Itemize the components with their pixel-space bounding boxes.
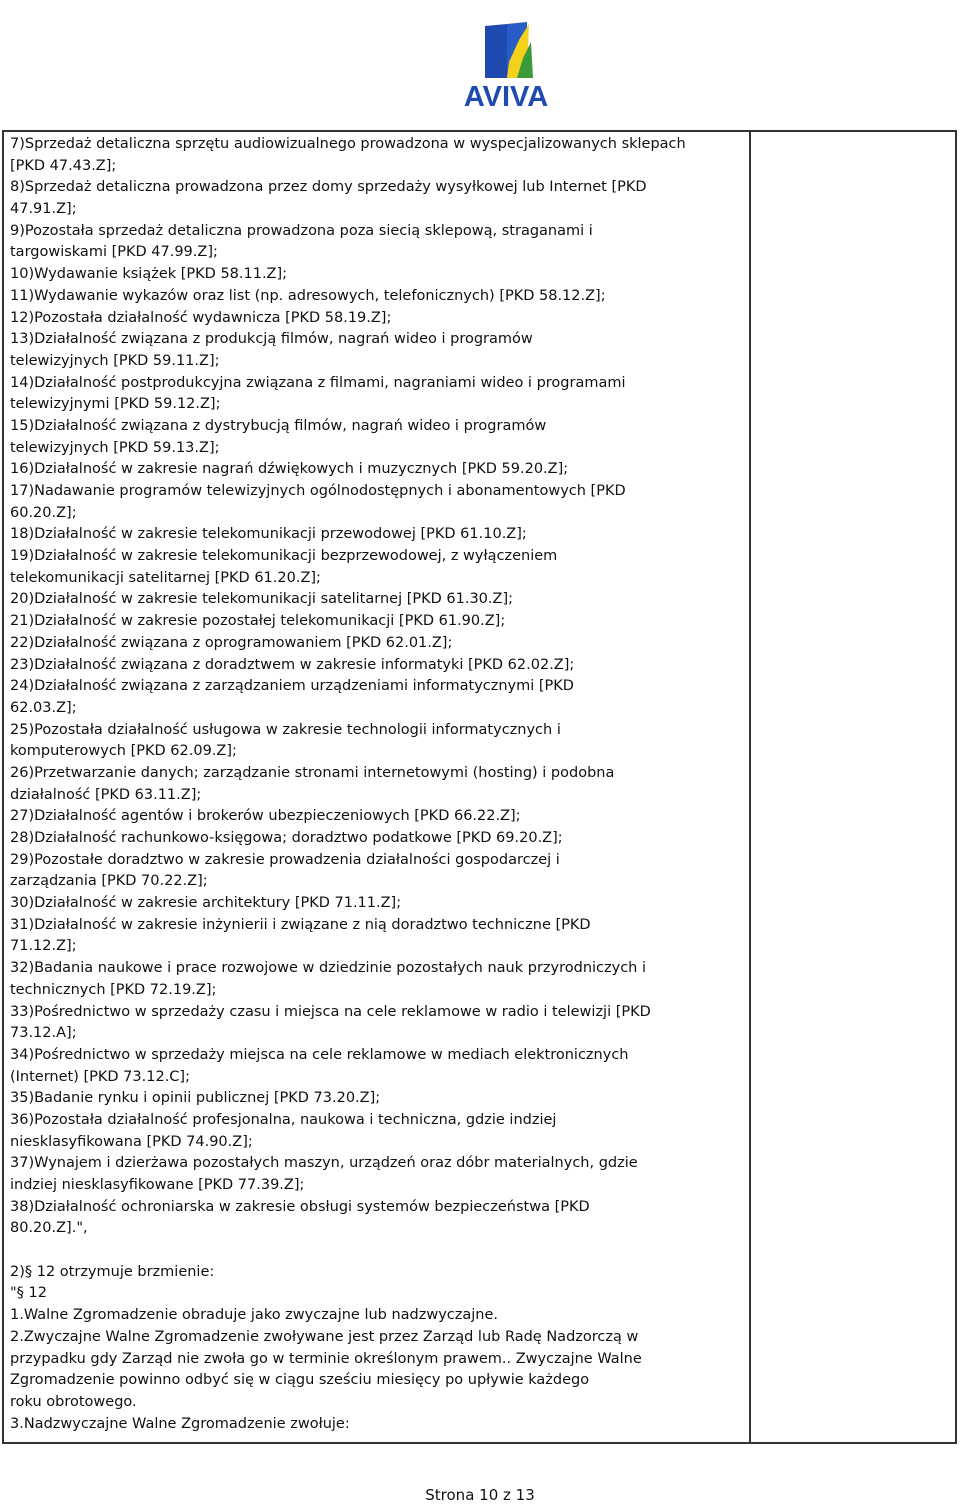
- text-line: 31)Działalność w zakresie inżynierii i związane z nią doradztwo techniczne [PKD: [10, 916, 591, 933]
- aviva-logo: [447, 18, 565, 110]
- document-table: [2, 130, 957, 1444]
- text-line: komputerowych [PKD 62.09.Z];: [10, 743, 237, 760]
- text-line: 19)Działalność w zakresie telekomunikacji bezprzewodowej, z wyłączeniem: [10, 548, 558, 565]
- text-line: 37)Wynajem i dzierżawa pozostałych maszyn, urządzeń oraz dóbr materialnych, gdzie: [10, 1155, 638, 1172]
- text-line: [PKD 47.43.Z];: [10, 157, 117, 174]
- text-line: 15)Działalność związana z dystrybucją filmów, nagrań wideo i programów: [10, 417, 547, 434]
- pkd-activity-list: [10, 134, 745, 1240]
- text-line: 9)Pozostała sprzedaż detaliczna prowadzona poza siecią sklepową, straganami i: [10, 222, 593, 239]
- text-line: 2.Zwyczajne Walne Zgromadzenie zwoływane jest przez Zarząd lub Radę Nadzorczą w: [10, 1328, 639, 1345]
- text-line: 17)Nadawanie programów telewizyjnych ogólnodostępnych i abonamentowych [PKD: [10, 483, 626, 499]
- text-line: 14)Działalność postprodukcyjna związana z filmami, nagraniami wideo i programami: [10, 374, 626, 391]
- text-line: 7)Sprzedaż detaliczna sprzętu audiowizualnego prowadzona w wyspecjalizowanych sklepach: [10, 136, 686, 152]
- column-divider: [749, 132, 751, 1442]
- text-line: telekomunikacji satelitarnej [PKD 61.20.Z];: [10, 569, 321, 586]
- text-line: przypadku gdy Zarząd nie zwoła go w terminie określonym prawem.. Zwyczajne Walne: [10, 1350, 642, 1367]
- text-line: zarządzania [PKD 70.22.Z];: [10, 873, 208, 890]
- text-line: 3.Nadzwyczajne Walne Zgromadzenie zwołuje:: [10, 1415, 350, 1432]
- left-cell-content: [10, 134, 745, 1435]
- page-number: Strona 10 z 13: [425, 1486, 535, 1504]
- text-line: 33)Pośrednictwo w sprzedaży czasu i miejsca na cele reklamowe w radio i telewizji [PKD: [10, 1003, 651, 1020]
- text-line: telewizyjnych [PKD 59.13.Z];: [10, 439, 220, 456]
- text-line: 36)Pozostała działalność profesjonalna, naukowa i techniczna, gdzie indziej: [10, 1111, 557, 1128]
- text-line: 38)Działalność ochroniarska w zakresie obsługi systemów bezpieczeństwa [PKD: [10, 1198, 590, 1215]
- text-line: 60.20.Z];: [10, 504, 77, 521]
- text-line: 20)Działalność w zakresie telekomunikacji satelitarnej [PKD 61.30.Z];: [10, 591, 513, 608]
- text-line: 32)Badania naukowe i prace rozwojowe w dziedzinie pozostałych nauk przyrodniczych i: [10, 960, 646, 977]
- text-line: 62.03.Z];: [10, 699, 77, 716]
- text-line: 13)Działalność związana z produkcją filmów, nagrań wideo i programów: [10, 331, 533, 348]
- text-line: telewizyjnymi [PKD 59.12.Z];: [10, 396, 221, 413]
- text-line: roku obrotowego.: [10, 1393, 137, 1410]
- text-line: 2)§ 12 otrzymuje brzmienie:: [10, 1263, 215, 1280]
- text-line: 71.12.Z];: [10, 938, 77, 955]
- logo-wordmark: AVIVA: [463, 81, 549, 110]
- text-line: 73.12.A];: [10, 1025, 77, 1042]
- text-line: 35)Badanie rynku i opinii publicznej [PKD 73.20.Z];: [10, 1090, 381, 1107]
- section-12-text: [10, 1262, 745, 1436]
- text-line: 24)Działalność związana z zarządzaniem urządzeniami informatycznymi [PKD: [10, 678, 574, 695]
- text-line: Zgromadzenie powinno odbyć się w ciągu sześciu miesięcy po upływie każdego: [10, 1372, 590, 1389]
- text-line: 28)Działalność rachunkowo-księgowa; doradztwo podatkowe [PKD 69.20.Z];: [10, 830, 563, 846]
- text-line: targowiskami [PKD 47.99.Z];: [10, 244, 218, 261]
- text-line: 34)Pośrednictwo w sprzedaży miejsca na cele reklamowe w mediach elektronicznych: [10, 1046, 629, 1063]
- text-line: indziej niesklasyfikowane [PKD 77.39.Z];: [10, 1177, 305, 1193]
- text-line: 21)Działalność w zakresie pozostałej telekomunikacji [PKD 61.90.Z];: [10, 613, 506, 630]
- text-line: 16)Działalność w zakresie nagrań dźwiękowych i muzycznych [PKD 59.20.Z];: [10, 461, 569, 478]
- text-line: "§ 12: [10, 1285, 47, 1302]
- text-line: 27)Działalność agentów i brokerów ubezpieczeniowych [PKD 66.22.Z];: [10, 808, 521, 825]
- text-line: telewizyjnych [PKD 59.11.Z];: [10, 352, 220, 369]
- text-line: 47.91.Z];: [10, 201, 77, 218]
- text-line: 18)Działalność w zakresie telekomunikacji przewodowej [PKD 61.10.Z];: [10, 526, 527, 543]
- text-line: 30)Działalność w zakresie architektury [PKD 71.11.Z];: [10, 895, 402, 912]
- text-line: 1.Walne Zgromadzenie obraduje jako zwyczajne lub nadzwyczajne.: [10, 1307, 499, 1324]
- text-line: 11)Wydawanie wykazów oraz list (np. adresowych, telefonicznych) [PKD 58.12.Z];: [10, 287, 606, 304]
- text-line: niesklasyfikowana [PKD 74.90.Z];: [10, 1133, 253, 1150]
- text-line: 10)Wydawanie książek [PKD 58.11.Z];: [10, 266, 288, 283]
- text-line: 25)Pozostała działalność usługowa w zakresie technologii informatycznych i: [10, 721, 561, 738]
- text-line: 22)Działalność związana z oprogramowaniem [PKD 62.01.Z];: [10, 634, 453, 651]
- text-line: (Internet) [PKD 73.12.C];: [10, 1068, 190, 1085]
- text-line: 8)Sprzedaż detaliczna prowadzona przez domy sprzedaży wysyłkowej lub Internet [PKD: [10, 179, 647, 196]
- text-line: 80.20.Z].",: [10, 1220, 88, 1237]
- aviva-logo-mark: [447, 18, 565, 110]
- logo-blue-block: [485, 24, 507, 78]
- text-line: 23)Działalność związana z doradztwem w zakresie informatyki [PKD 62.02.Z];: [10, 656, 575, 673]
- text-line: działalność [PKD 63.11.Z];: [10, 786, 202, 803]
- text-line: technicznych [PKD 72.19.Z];: [10, 981, 217, 998]
- text-line: 12)Pozostała działalność wydawnicza [PKD 58.19.Z];: [10, 309, 392, 326]
- text-line: 26)Przetwarzanie danych; zarządzanie stronami internetowymi (hosting) i podobna: [10, 764, 615, 781]
- text-line: 29)Pozostałe doradztwo w zakresie prowadzenia działalności gospodarczej i: [10, 851, 560, 868]
- paragraph-gap: [10, 1240, 745, 1262]
